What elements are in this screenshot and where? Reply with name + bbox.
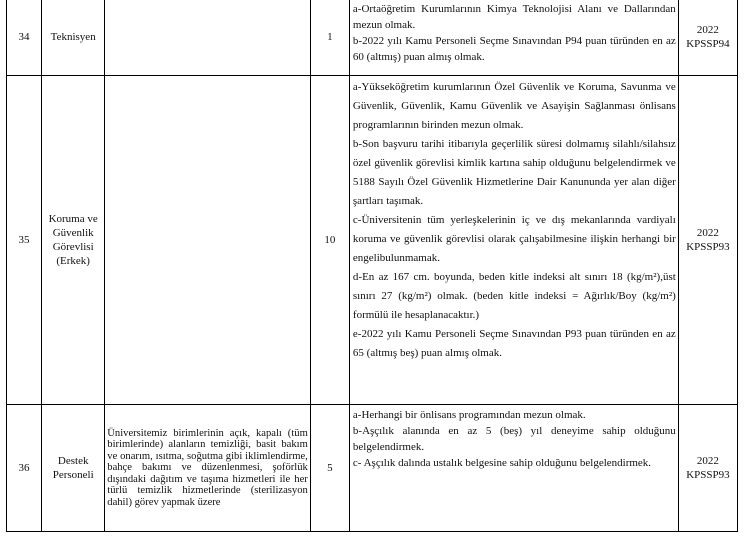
requirement-item: b-2022 yılı Kamu Personeli Seçme Sınavından P94 puan türünden en az 60 (altmış) puan almış olmak. [352, 35, 676, 63]
requirement-item: c-Üniversitenin tüm yerleşkelerinin iç ve dış mekanlarında vardiyalı koruma ve güvenlik görevlisi olarak çalışabilmesine ilişkin herhangi bir engelibulunmamak. [352, 214, 676, 264]
requirement-item: a-Yükseköğretim kurumlarının Özel Güvenlik ve Koruma, Savunma ve Güvenlik, Güvenlik, Kamu Güvenlik ve Asayişin Sağlanması önlisans programlarının birinden mezun olmak. [352, 81, 676, 131]
requirement-item: c- Aşçılık dalında ustalık belgesine sahip olduğunu belgelendirmek. [352, 457, 652, 469]
position-description [105, 0, 311, 76]
requirements-cell [349, 405, 678, 532]
exam-year: 2022 [696, 227, 719, 239]
exam-cell [678, 76, 737, 405]
exam-year: 2022 [696, 455, 719, 467]
position-title: Destek Personeli [42, 405, 105, 532]
position-title: Teknisyen [42, 0, 105, 76]
table-row [7, 405, 738, 532]
requirement-item: d-En az 167 cm. boyunda, beden kitle indeksi alt sınırı 18 (kg/m²),üst sınırı 27 (kg/m²) olmak. (beden kitle indeksi = Ağırlık/Boy (kg/m²) formülü ile hesaplanacaktır.) [352, 271, 676, 321]
position-count: 10 [310, 76, 349, 405]
position-description: Üniversitemiz birimlerinin açık, kapalı (tüm birimlerinde) alanların temizliği, basit bakım ve onarım, ısıtma, soğutma gibi iklimlendirme, bahçe bakımı ve düzenlenmesi, şoförlük dışındaki dağıtım ve taşıma hizmetleri ile her türlü temizlik hizmetlerinde (sterilizasyon dahil) görev yapmak üzere [105, 405, 311, 532]
table-row [7, 76, 738, 405]
requirements-cell [349, 0, 678, 76]
row-number: 36 [7, 405, 42, 532]
position-description [105, 76, 311, 405]
requirement-item: b-Aşçılık alanında en az 5 (beş) yıl deneyime sahip olduğunu belgelendirmek. [352, 425, 676, 453]
position-count: 1 [310, 0, 349, 76]
exam-year: 2022 [696, 24, 719, 36]
requirement-item: a-Herhangi bir önlisans programından mezun olmak. [352, 409, 586, 421]
exam-cell [678, 0, 737, 76]
exam-code: KPSSP94 [686, 38, 730, 50]
exam-code: KPSSP93 [686, 241, 730, 253]
position-title: Koruma ve Güvenlik Görevlisi (Erkek) [42, 76, 105, 405]
requirement-item: e-2022 yılı Kamu Personeli Seçme Sınavından P93 puan türünden en az 65 (altmış beş) puan almış olmak. [352, 328, 676, 359]
requirement-item: b-Son başvuru tarihi itibarıyla geçerlilik süresi dolmamış silahlı/silahsız özel güvenlik görevlisi kimlik kartına sahip olduğunu belgelendirmek ve 5188 Sayılı Özel Güvenlik Hizmetlerine Dair Kanununda yer alan diğer şartları taşımak. [352, 138, 676, 207]
requirement-item: a-Ortaöğretim Kurumlarının Kimya Teknolojisi Alanı ve Dallarından mezun olmak. [352, 3, 676, 31]
table-row [7, 0, 738, 76]
position-count: 5 [310, 405, 349, 532]
row-number: 34 [7, 0, 42, 76]
requirements-cell [349, 76, 678, 405]
exam-cell [678, 405, 737, 532]
positions-table [6, 0, 738, 532]
row-number: 35 [7, 76, 42, 405]
exam-code: KPSSP93 [686, 469, 730, 481]
